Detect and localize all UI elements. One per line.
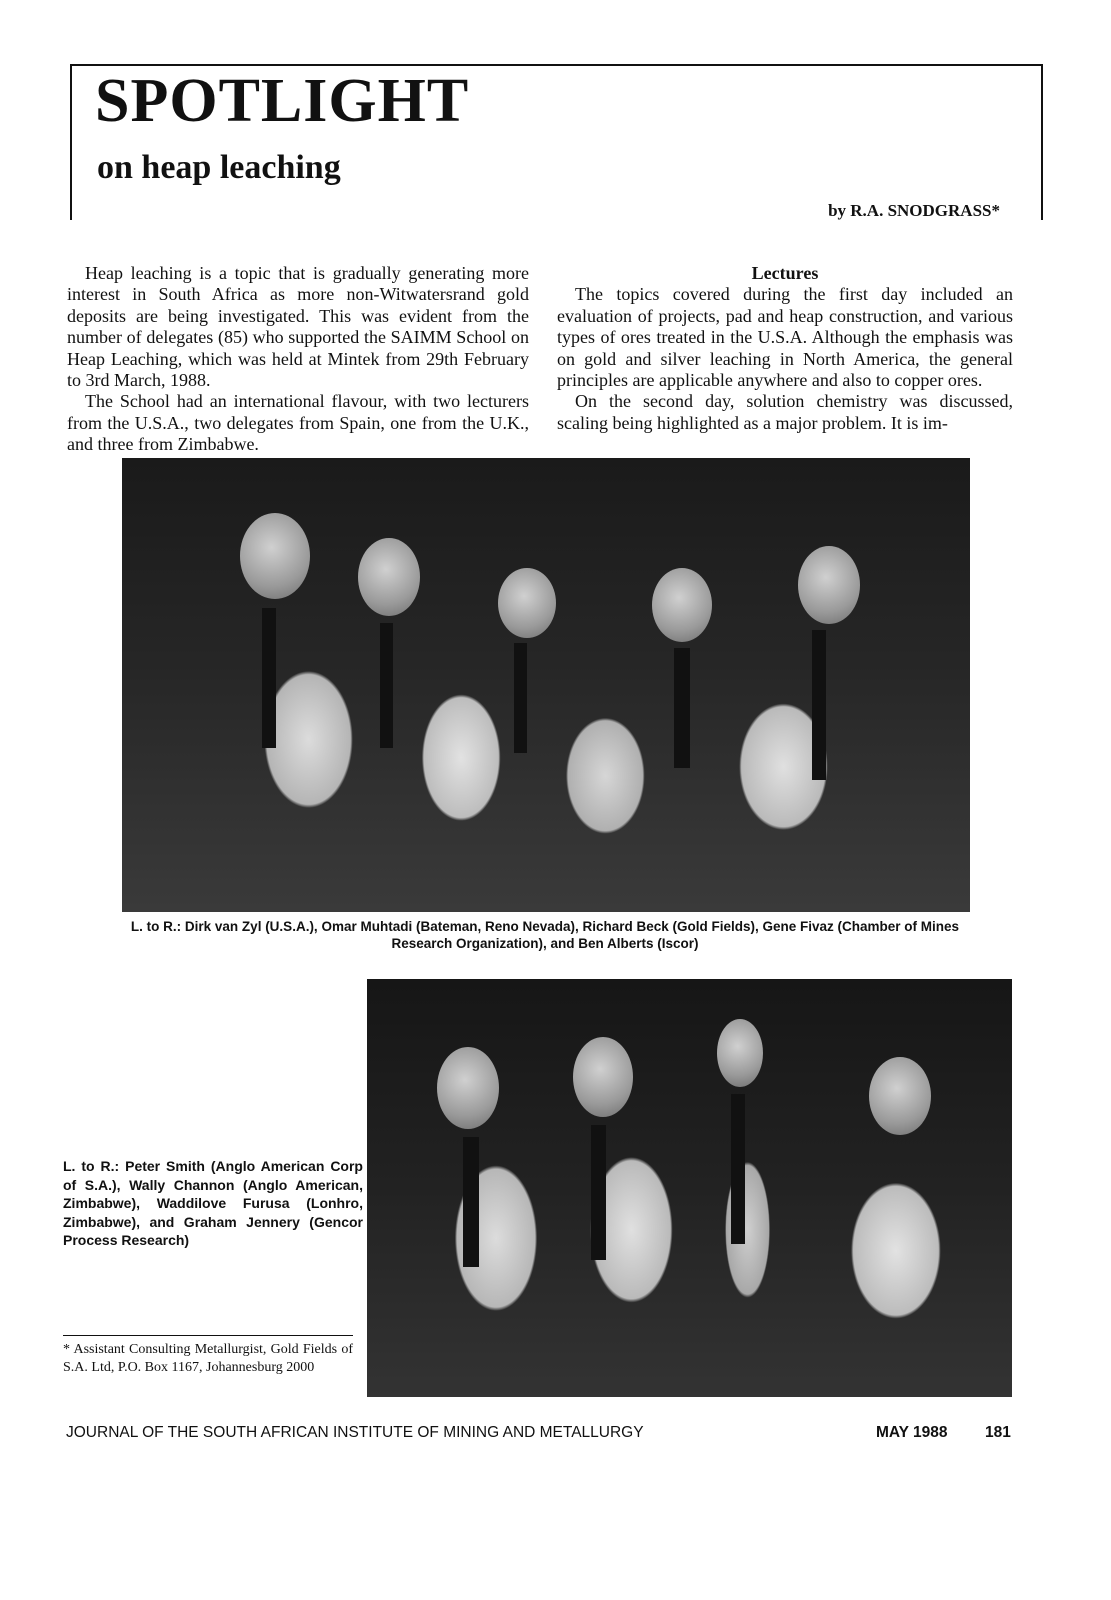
right-column (557, 263, 1013, 434)
group-photo-1 (122, 458, 970, 912)
person-tie (812, 630, 826, 780)
author-byline: by R.A. SNODGRASS* (828, 201, 1000, 220)
paragraph: The topics covered during the first day included an evaluation of projects, pad and heap construction, and various types of ores treated in the U.S.A. Although the emphasis was on gold and silver leaching in North America, the general principles are applicable anywhere and also to copper ores. (557, 284, 1013, 391)
person-head (798, 546, 860, 624)
person-head (358, 538, 420, 616)
footnote-divider (63, 1335, 353, 1336)
person-tie (380, 623, 393, 748)
page-number: 181 (985, 1424, 1011, 1441)
left-column (67, 263, 529, 456)
section-heading: Lectures (751, 263, 819, 283)
person-head (498, 568, 556, 638)
paragraph: Heap leaching is a topic that is gradually generating more interest in South Africa as more non-Witwatersrand gold deposits are being investigated. This was evident from the number of delegates (85) who supported the SAIMM School on Heap Leaching, which was held at Mintek from 29th February to 3rd March, 1988. (67, 263, 529, 391)
person-tie (731, 1094, 745, 1244)
person-head (437, 1047, 499, 1129)
person-head (573, 1037, 633, 1117)
person-tie (463, 1137, 479, 1267)
footnote: * Assistant Consulting Metallurgist, Gold Fields of S.A. Ltd, P.O. Box 1167, Johannesburg 2000 (63, 1342, 353, 1375)
person-tie (262, 608, 276, 748)
person-tie (674, 648, 690, 768)
footer-date: MAY 1988 (876, 1424, 948, 1441)
person-head (717, 1019, 763, 1087)
paragraph: On the second day, solution chemistry was discussed, scaling being highlighted as a major problem. It is im- (557, 391, 1013, 433)
person-tie (514, 643, 527, 753)
photo-caption-2: L. to R.: Peter Smith (Anglo American Corp of S.A.), Wally Channon (Anglo American, Zimbabwe), Waddilove Furusa (Lonhro, Zimbabwe), and Graham Jennery (Gencor Process Research) (63, 1158, 363, 1249)
group-photo-2 (367, 979, 1012, 1397)
page-subtitle: on heap leaching (97, 149, 341, 186)
person-head (240, 513, 310, 599)
person-head (652, 568, 712, 642)
person-head (869, 1057, 931, 1135)
paragraph: The School had an international flavour, with two lecturers from the U.S.A., two delegates from Spain, one from the U.K., and three from Zimbabwe. (67, 391, 529, 455)
page-title: SPOTLIGHT (95, 67, 470, 135)
photo-caption-1: L. to R.: Dirk van Zyl (U.S.A.), Omar Muhtadi (Bateman, Reno Nevada), Richard Beck (Gold Fields), Gene Fivaz (Chamber of Mines Research Organization), and Ben Alberts (Iscor) (130, 919, 960, 951)
person-tie (591, 1125, 606, 1260)
footer-journal-name: JOURNAL OF THE SOUTH AFRICAN INSTITUTE OF MINING AND METALLURGY (66, 1424, 644, 1441)
